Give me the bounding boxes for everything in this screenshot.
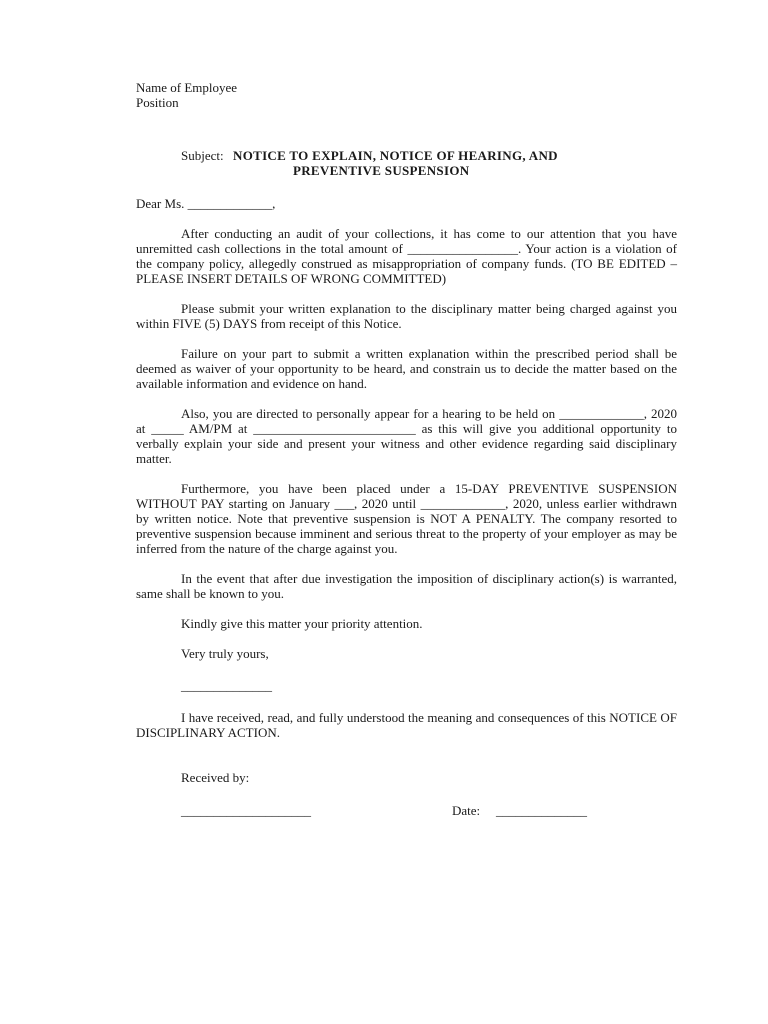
signature-row [136,803,677,818]
date-label: Date: [452,803,481,818]
paragraph-hearing: Also, you are directed to personally appear for a hearing to be held on _____________, 2020 at _____ AM/PM at _________________________ as this will give you additional opportunity to verbally explain your side and present your witness and other evidence regarding said disciplinary matter. [136,406,677,466]
subject-label: Subject: [181,148,224,163]
paragraph-failure: Failure on your part to submit a written explanation within the prescribed period shall be deemed as waiver of your opportunity to be heard, and constrain us to decide the matter based on the available information and evidence on hand. [136,346,677,391]
paragraph-investigation: In the event that after due investigation the imposition of disciplinary action(s) is warranted, same shall be known to you. [136,571,677,601]
letter-body [136,80,677,818]
paragraph-suspension: Furthermore, you have been placed under a 15-DAY PREVENTIVE SUSPENSION WITHOUT PAY starting on January ___, 2020 until _____________, 2020, unless earlier withdrawn by written notice. Note that preventive suspension is NOT A PENALTY. The company resorted to preventive suspension because imminent and serious threat to the property of your employer as may be inferred from the nature of the charge against you. [136,481,677,556]
date-line: ______________ [496,803,587,818]
subject-title-line2: PREVENTIVE SUSPENSION [293,163,470,178]
paragraph-priority: Kindly give this matter your priority attention. [181,616,423,631]
employee-position: Position [136,95,179,110]
signature-line: ______________ [181,678,272,693]
employee-name: Name of Employee [136,80,238,95]
received-signature-line: ____________________ [181,803,311,818]
received-by-label: Received by: [181,770,250,785]
subject-title-line1: NOTICE TO EXPLAIN, NOTICE OF HEARING, AND [233,148,558,163]
acknowledgement: I have received, read, and fully understood the meaning and consequences of this NOTICE OF DISCIPLINARY ACTION. [136,710,677,740]
paragraph-explanation: Please submit your written explanation to the disciplinary matter being charged against you within FIVE (5) DAYS from receipt of this Notice. [136,301,677,331]
subject-block [181,148,677,178]
paragraph-audit: After conducting an audit of your collections, it has come to our attention that you have unremitted cash collections in the total amount of _________________. Your action is a violation of the company policy, allegedly construed as misappropriation of company funds. (TO BE EDITED – PLEASE INSERT DETAILS OF WRONG COMMITTED) [136,226,677,286]
greeting: Dear Ms. _____________, [136,196,276,211]
closing: Very truly yours, [181,646,269,661]
